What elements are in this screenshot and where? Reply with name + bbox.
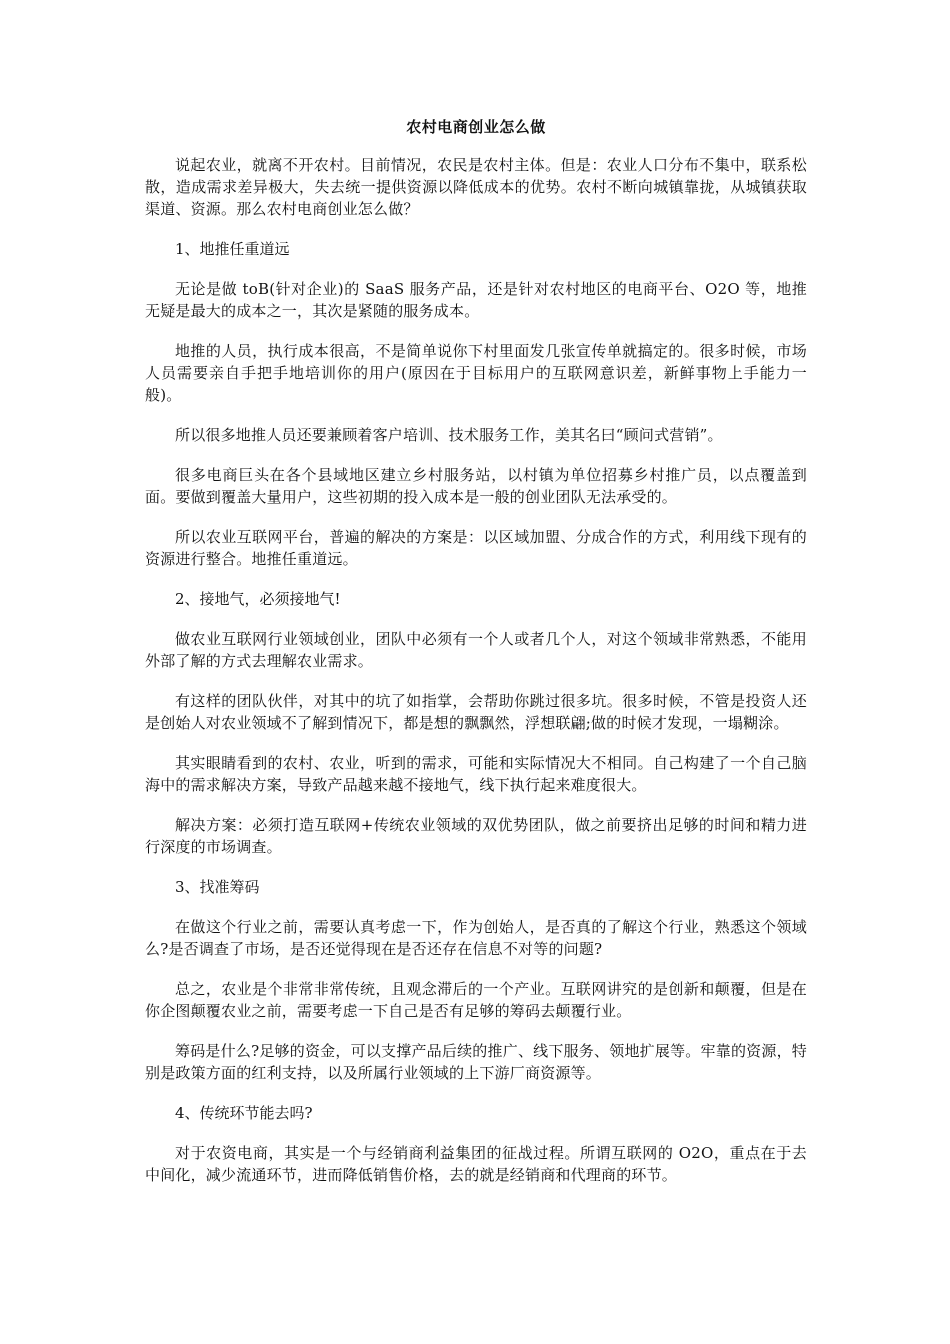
paragraph: 对于农资电商，其实是一个与经销商利益集团的征战过程。所谓互联网的 O2O，重点在于去中间化，减少流通环节，进而降低销售价格，去的就是经销商和代理商的环节。: [145, 1144, 807, 1184]
paragraph: 做农业互联网行业领域创业，团队中必须有一个人或者几个人，对这个领域非常熟悉，不能用外部了解的方式去理解农业需求。: [145, 630, 807, 670]
paragraph: 筹码是什么?足够的资金，可以支撑产品后续的推广、线下服务、领地扩展等。牢靠的资源，特别是政策方面的红利支持，以及所属行业领域的上下游厂商资源等。: [145, 1042, 807, 1082]
paragraph: 地推的人员，执行成本很高，不是简单说你下村里面发几张宣传单就搞定的。很多时候，市场人员需要亲自手把手地培训你的用户(原因在于目标用户的互联网意识差，新鲜事物上手能力一般)。: [145, 342, 807, 404]
paragraph: 有这样的团队伙伴，对其中的坑了如指掌，会帮助你跳过很多坑。很多时候，不管是投资人还是创始人对农业领域不了解到情况下，都是想的飘飘然，浮想联翩;做的时候才发现，一塌糊涂。: [145, 692, 807, 732]
section-heading: 3、找准筹码: [175, 878, 260, 896]
document-title: 农村电商创业怎么做: [406, 118, 546, 136]
paragraph: 解决方案：必须打造互联网+传统农业领域的双优势团队，做之前要挤出足够的时间和精力进行深度的市场调查。: [145, 816, 807, 856]
paragraph: 说起农业，就离不开农村。目前情况，农民是农村主体。但是：农业人口分布不集中，联系松散，造成需求差异极大，失去统一提供资源以降低成本的优势。农村不断向城镇靠拢，从城镇获取渠道、资源。那么农村电商创业怎么做？: [145, 156, 807, 218]
paragraph: 所以农业互联网平台，普遍的解决的方案是：以区域加盟、分成合作的方式，利用线下现有的资源进行整合。地推任重道远。: [145, 528, 807, 568]
section-heading: 2、接地气，必须接地气!: [175, 590, 341, 608]
paragraph: 无论是做 toB(针对企业)的 SaaS 服务产品，还是针对农村地区的电商平台、O2O 等，地推无疑是最大的成本之一，其次是紧随的服务成本。: [145, 280, 807, 320]
document-page: [145, 110, 807, 1204]
section-heading: 1、地推任重道远: [175, 240, 290, 258]
paragraph: 总之，农业是个非常非常传统，且观念滞后的一个产业。互联网讲究的是创新和颠覆，但是在你企图颠覆农业之前，需要考虑一下自己是否有足够的筹码去颠覆行业。: [145, 980, 807, 1020]
paragraph: 在做这个行业之前，需要认真考虑一下，作为创始人，是否真的了解这个行业，熟悉这个领域么?是否调查了市场，是否还觉得现在是否还存在信息不对等的问题?: [145, 918, 807, 958]
paragraph: 其实眼睛看到的农村、农业，听到的需求，可能和实际情况大不相同。自己构建了一个自己脑海中的需求解决方案，导致产品越来越不接地气，线下执行起来难度很大。: [145, 754, 807, 794]
section-heading: 4、传统环节能去吗?: [175, 1104, 313, 1122]
paragraph: 所以很多地推人员还要兼顾着客户培训、技术服务工作，美其名曰“顾问式营销”。: [175, 426, 723, 444]
paragraph: 很多电商巨头在各个县域地区建立乡村服务站，以村镇为单位招募乡村推广员，以点覆盖到面。要做到覆盖大量用户，这些初期的投入成本是一般的创业团队无法承受的。: [145, 466, 807, 506]
